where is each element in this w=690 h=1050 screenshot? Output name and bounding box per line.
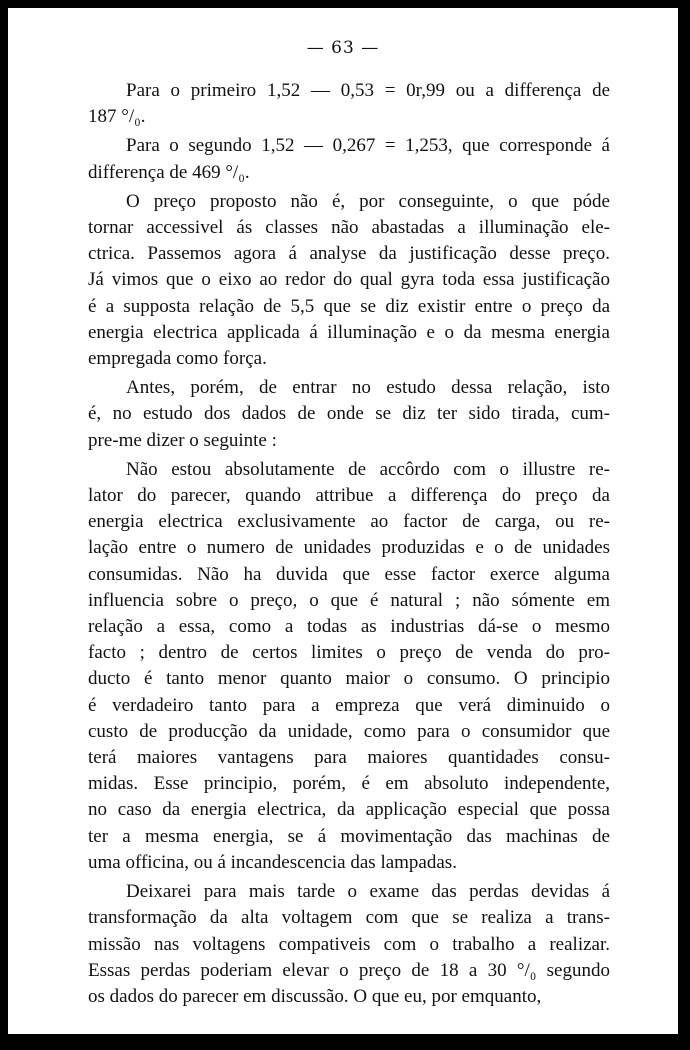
paragraph [88, 457, 610, 876]
text-line: Antes, porém, de entrar no estudo dessa relação, isto [126, 377, 610, 399]
text-line: ter a mesma energia, se á movimentação das machinas de [88, 825, 610, 847]
text-line: ducto é tanto menor quanto maior o consumo. O principio [88, 668, 610, 690]
paragraph [88, 133, 610, 185]
text-line: custo de producção da unidade, como para o consumidor que [88, 720, 610, 742]
text-line: Deixarei para mais tarde o exame das perdas devidas á [126, 881, 610, 903]
text-line: facto ; dentro de certos limites o preço de venda do pro- [88, 642, 610, 664]
text-line: Para o primeiro 1,52 — 0,53 = 0r,99 ou a differença de [126, 80, 610, 101]
text-line: O preço proposto não é, por conseguinte, o que póde [126, 190, 610, 212]
text-line: pre-me dizer o seguinte : [88, 429, 277, 451]
text-line: differença de 469 °/₀. [88, 161, 250, 183]
text-line: relação a essa, como a todas as industrias dá-se o mesmo [88, 616, 610, 638]
text-line: energia electrica applicada á illuminação e o da mesma energia [88, 321, 610, 343]
text-line: Para o segundo 1,52 — 0,267 = 1,253, que corresponde á [126, 135, 610, 157]
text-line: missão nas voltagens compativeis com o trabalho a realizar. [88, 933, 610, 955]
text-line: energia electrica exclusivamente ao factor de carga, ou re- [88, 511, 610, 533]
paragraph [88, 189, 610, 372]
text-line: consumidas. Não ha duvida que esse factor exerce alguma [88, 563, 610, 585]
text-line: lação entre o numero de unidades produzidas e o de unidades [88, 537, 610, 559]
text-line: Essas perdas poderiam elevar o preço de 18 a 30 °/₀ segundo [88, 959, 610, 981]
text-line: lator do parecer, quando attribue a differença do preço da [88, 485, 610, 507]
text-line: influencia sobre o preço, o que é natural ; não sómente em [88, 589, 610, 611]
paragraph [88, 375, 610, 454]
text-line: 187 °/₀. [88, 106, 146, 128]
text-line: ctrica. Passemos agora á analyse da justificação desse preço. [88, 243, 610, 265]
book-page [8, 8, 678, 1034]
text-line: é, no estudo dos dados de onde se diz ter sido tirada, cum- [88, 403, 610, 425]
text-line: terá maiores vantagens para maiores quantidades consu- [88, 747, 610, 769]
text-line: os dados do parecer em discussão. O que eu, por emquanto, [88, 985, 542, 1007]
page-number: — 63 — [306, 38, 380, 58]
text-line: uma officina, ou á incandescencia das lampadas. [88, 851, 457, 873]
text-line: é verdadeiro tanto para a empreza que verá diminuido o [88, 694, 610, 716]
paragraph [88, 78, 610, 130]
text-line: empregada como força. [88, 348, 267, 370]
text-line: no caso da energia electrica, da applicação especial que possa [88, 799, 610, 821]
text-line: tornar accessivel ás classes não abastadas a illuminação ele- [88, 217, 610, 239]
text-line: transformação da alta voltagem com que se realiza a trans- [88, 907, 610, 929]
body-text [88, 78, 610, 1013]
paragraph [88, 879, 610, 1010]
text-line: Já vimos que o eixo ao redor do qual gyra toda essa justificação [88, 269, 610, 291]
text-line: Não estou absolutamente de accôrdo com o illustre re- [126, 458, 610, 480]
text-line: é a supposta relação de 5,5 que se diz existir entre o preço da [88, 295, 610, 317]
text-line: midas. Esse principio, porém, é em absoluto independente, [88, 773, 610, 795]
